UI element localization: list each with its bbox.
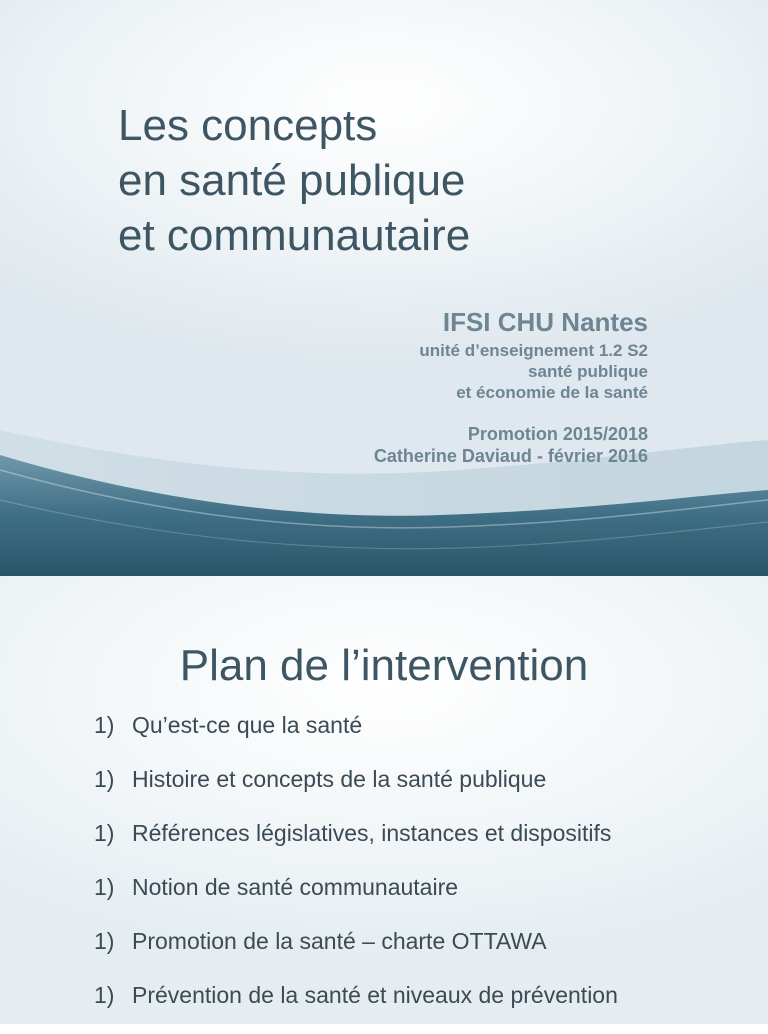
list-item — [94, 980, 618, 1034]
unit-line-1: unité d’enseignement 1.2 S2 — [419, 341, 648, 360]
list-item-text: Références législatives, instances et dispositifs — [132, 820, 612, 846]
title-line-2: en santé publique — [118, 156, 466, 205]
list-item-text: Prévention de la santé et niveaux de prévention — [132, 982, 618, 1008]
list-item-number: 1) — [94, 928, 115, 954]
unit-line-3: et économie de la santé — [456, 383, 648, 402]
list-item-text: Histoire et concepts de la santé publique — [132, 766, 547, 792]
title-line-1: Les concepts — [118, 101, 378, 150]
promotion-line: Promotion 2015/2018 — [467, 424, 648, 444]
slide-subtitle — [228, 304, 648, 467]
title-line-3: et communautaire — [118, 211, 471, 260]
list-item-number: 1) — [94, 766, 115, 792]
list-item-text: Promotion de la santé – charte OTTAWA — [132, 928, 547, 954]
organization-name: IFSI CHU Nantes — [442, 307, 648, 337]
list-item — [94, 818, 618, 872]
plan-title: Plan de l’intervention — [179, 641, 589, 690]
plan-list — [94, 710, 618, 1034]
list-item — [94, 764, 618, 818]
list-item-number: 1) — [94, 982, 115, 1008]
list-item-number: 1) — [94, 820, 115, 846]
list-item — [94, 872, 618, 926]
list-item-number: 1) — [94, 712, 115, 738]
list-item — [94, 926, 618, 980]
list-item — [94, 710, 618, 764]
list-item-text: Notion de santé communautaire — [132, 874, 459, 900]
list-item-number: 1) — [94, 874, 115, 900]
author-date-line: Catherine Daviaud - février 2016 — [373, 446, 648, 466]
list-item-text: Qu’est-ce que la santé — [132, 712, 363, 738]
slide-title — [118, 98, 678, 263]
unit-line-2: santé publique — [528, 362, 648, 381]
